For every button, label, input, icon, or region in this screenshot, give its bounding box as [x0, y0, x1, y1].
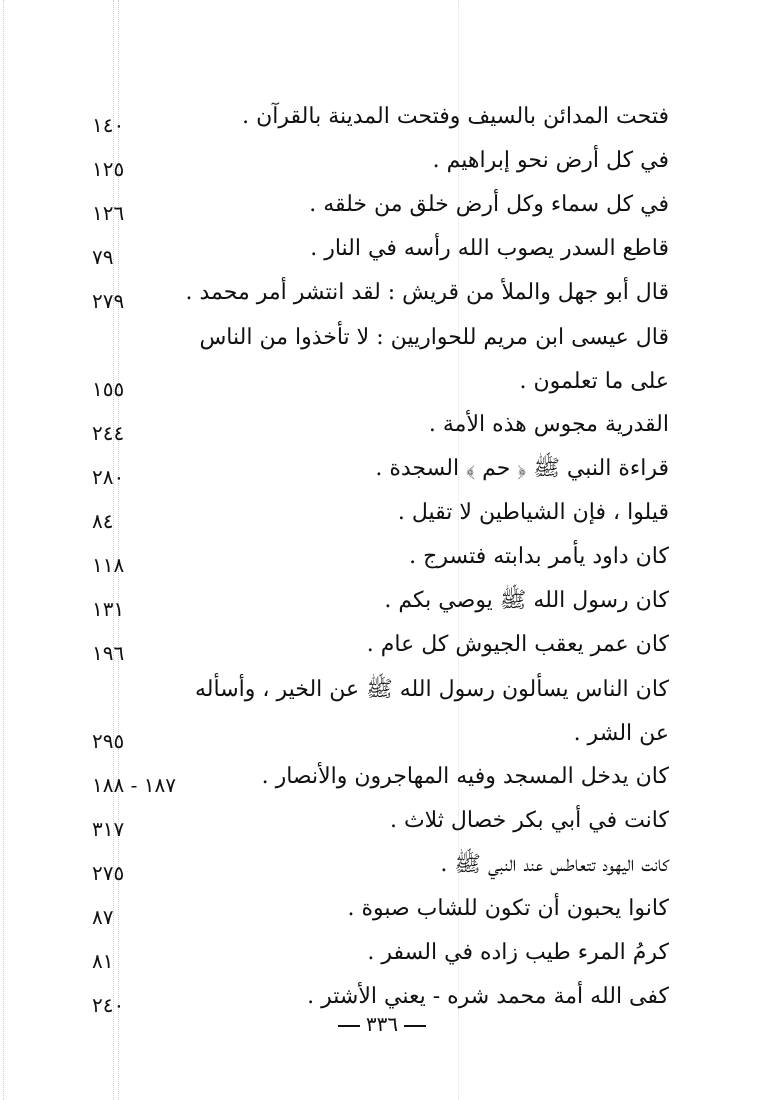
hadith-index-list: [0, 96, 764, 1020]
entry-page-number: ١٤٠: [92, 113, 125, 137]
entry-page-number: ١٥٥: [92, 377, 125, 401]
entry-page-number: ٢٧٥: [92, 861, 125, 885]
index-entry: [0, 800, 764, 844]
entry-page-number: ٣١٧: [92, 817, 125, 841]
entry-page-number: ١٨٧ - ١٨٨: [92, 773, 176, 797]
entry-page-number: ٨٧: [92, 905, 114, 929]
entry-text: كانت في أبي بكر خصال ثلاث .: [389, 808, 669, 833]
entry-page-number: ١٢٦: [92, 201, 125, 225]
entry-page-number: ٢٧٩: [92, 289, 125, 313]
entry-text: قاطع السدر يصوب الله رأسه في النار .: [310, 236, 669, 261]
index-entry: [0, 316, 764, 404]
page-number: ٣٣٦: [365, 1012, 399, 1036]
page-footer: [0, 1012, 764, 1036]
entry-text: كان يدخل المسجد وفيه المهاجرون والأنصار .: [261, 764, 669, 789]
entry-page-number: ٢٩٥: [92, 729, 125, 753]
index-entry: [0, 448, 764, 492]
entry-text: كانت اليهود تتعاطس عند النبي ﷺ .: [440, 852, 669, 877]
index-entry: [0, 844, 764, 888]
index-entry: [0, 932, 764, 976]
index-entry: [0, 492, 764, 536]
entry-text: كان رسول الله ﷺ يوصي بكم .: [384, 588, 669, 613]
footer-dash: [404, 1025, 426, 1027]
index-entry: [0, 404, 764, 448]
entry-page-number: ٨١: [92, 949, 114, 973]
index-entry: [0, 228, 764, 272]
entry-text: كرمُ المرء طيب زاده في السفر .: [367, 940, 669, 965]
entry-text: كانوا يحبون أن تكون للشاب صبوة .: [347, 896, 669, 921]
index-entry: [0, 96, 764, 140]
entry-text: فتحت المدائن بالسيف وفتحت المدينة بالقرآن .: [242, 104, 669, 129]
index-entry: [0, 272, 764, 316]
index-entry: [0, 536, 764, 580]
entry-page-number: ١١٨: [92, 553, 125, 577]
entry-page-number: ١٢٥: [92, 157, 125, 181]
entry-text: في كل سماء وكل أرض خلق من خلقه .: [309, 192, 669, 217]
entry-page-number: ٨٤: [92, 509, 114, 533]
index-entry: [0, 668, 764, 756]
index-entry: [0, 888, 764, 932]
entry-text: قراءة النبي ﷺ ﴿ حم ﴾ السجدة .: [375, 456, 669, 481]
entry-text: كان الناس يسألون رسول الله ﷺ عن الخير ، وأسأله عن الشر .: [195, 677, 669, 746]
entry-text: قيلوا ، فإن الشياطين لا تقيل .: [397, 500, 669, 525]
entry-page-number: ١٣١: [92, 597, 125, 621]
index-entry: [0, 184, 764, 228]
index-entry: [0, 580, 764, 624]
entry-page-number: ٢٤٤: [92, 421, 125, 445]
entry-page-number: ٢٤٠: [92, 993, 125, 1017]
entry-text: كفى الله أمة محمد شره - يعني الأشتر .: [307, 984, 669, 1009]
index-entry: [0, 624, 764, 668]
index-entry: [0, 140, 764, 184]
entry-page-number: ٢٨٠: [92, 465, 125, 489]
entry-text: قال أبو جهل والملأ من قريش : لقد انتشر أمر محمد .: [185, 280, 669, 305]
footer-dash: [338, 1025, 360, 1027]
index-entry: [0, 756, 764, 800]
entry-text: في كل أرض نحو إبراهيم .: [432, 148, 669, 173]
entry-text: القدرية مجوس هذه الأمة .: [428, 412, 669, 437]
entry-text: كان داود يأمر بدابته فتسرج .: [409, 544, 669, 569]
entry-page-number: ١٩٦: [92, 641, 125, 665]
entry-text: قال عيسى ابن مريم للحواريين : لا تأخذوا من الناس على ما تعلمون .: [199, 325, 669, 394]
entry-page-number: ٧٩: [92, 245, 114, 269]
entry-text: كان عمر يعقب الجيوش كل عام .: [366, 632, 669, 657]
